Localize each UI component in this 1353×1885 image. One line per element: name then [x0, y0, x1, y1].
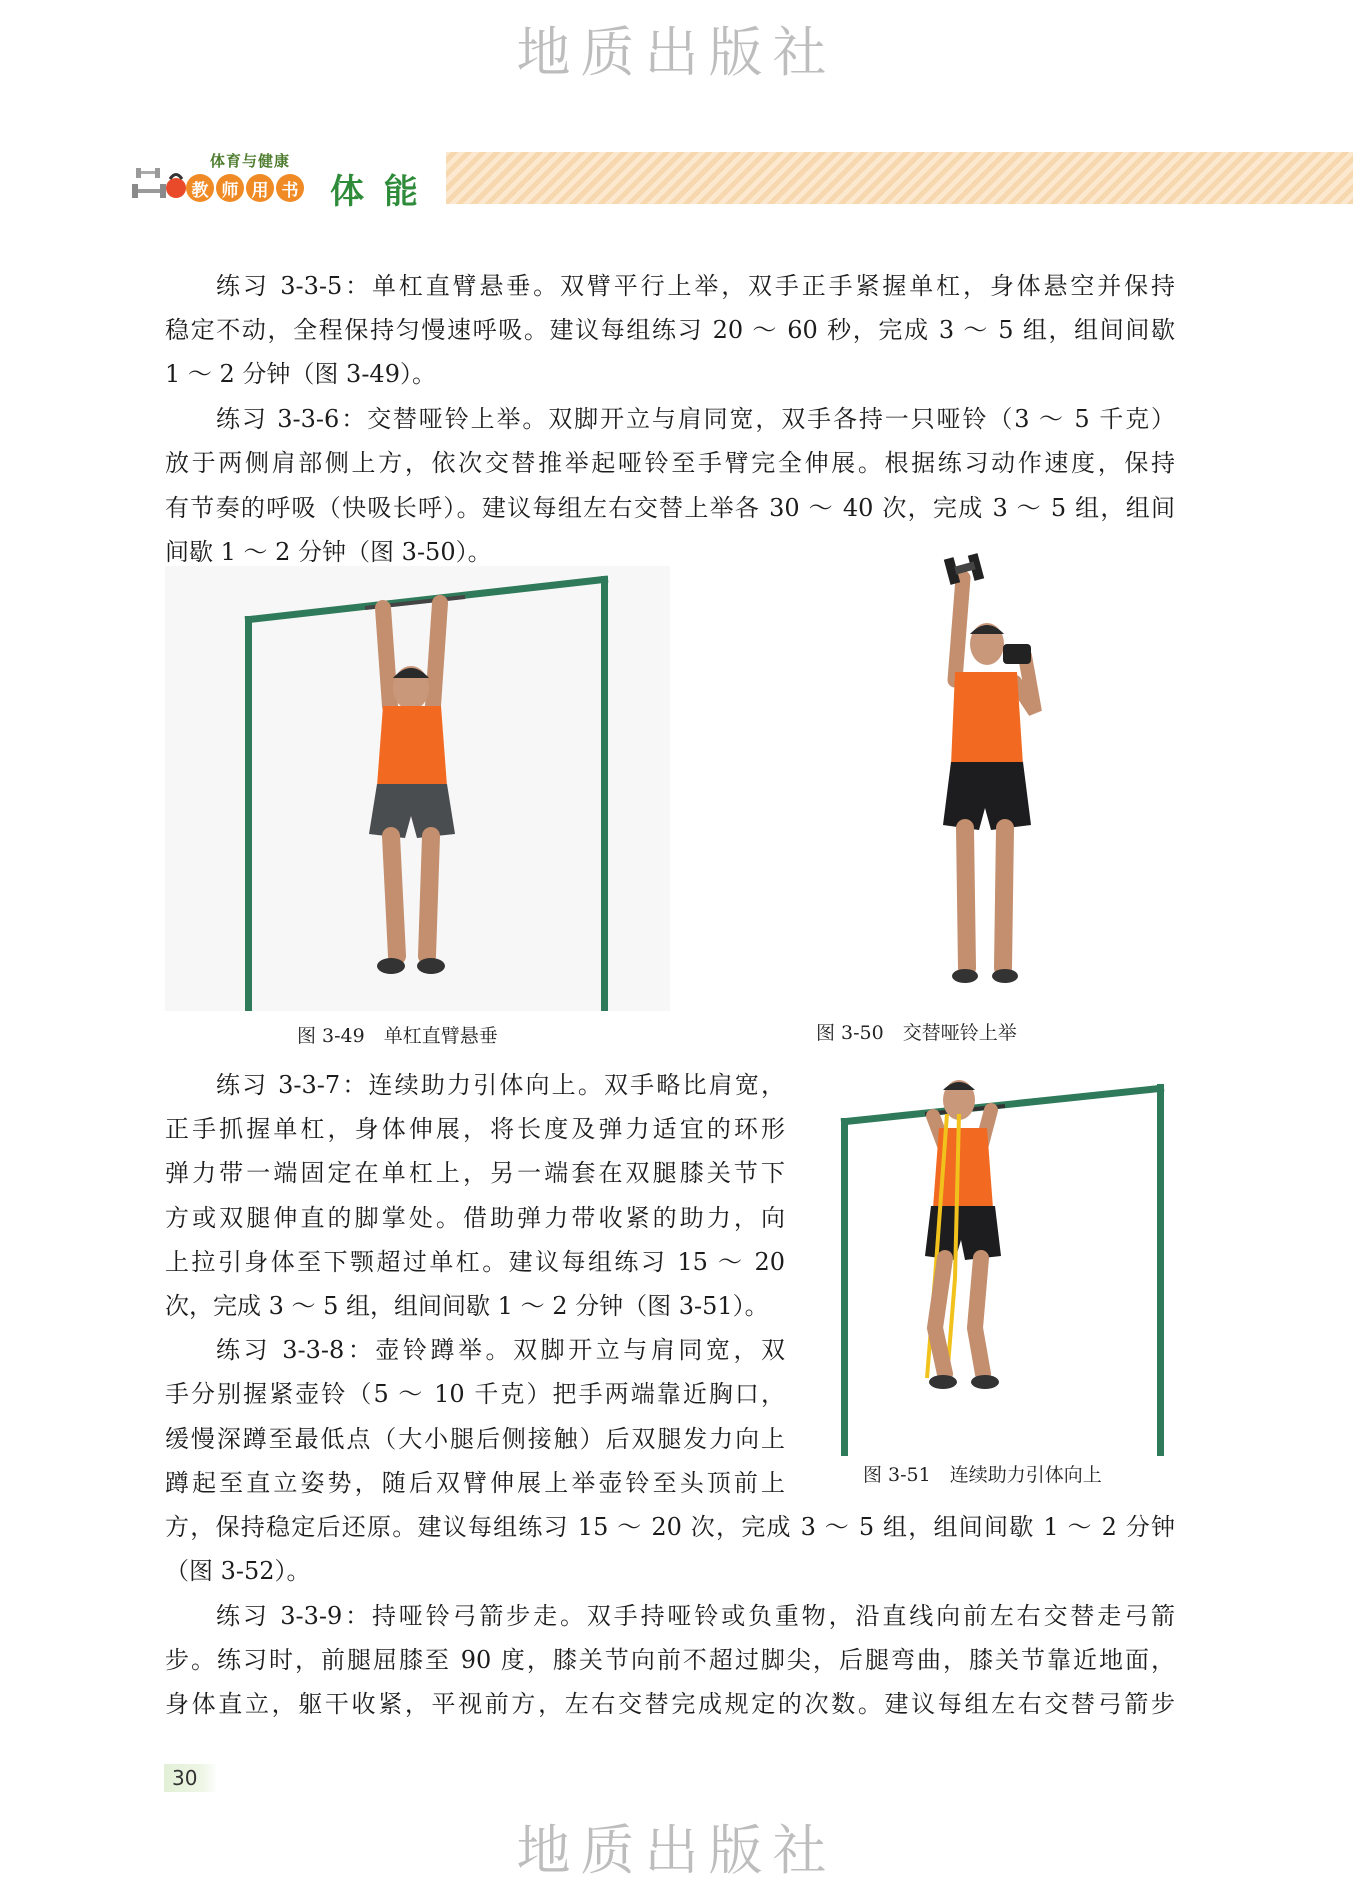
header-circle-char: 教 [186, 174, 214, 202]
figure-3-51-caption: 图 3-51 连续助力引体向上 [863, 1464, 1102, 1486]
paragraph-exercise-3-3-7-line6: 次，完成 3 ～ 5 组，组间间歇 1 ～ 2 分钟（图 3-51）。 [165, 1292, 769, 1320]
page-number: 30 [164, 1764, 218, 1792]
watermark-top: 地质出版社 [516, 21, 837, 84]
paragraph-exercise-3-3-9-line1: 练习 3-3-9：持哑铃弓箭步走。双手持哑铃或负重物，沿直线向前左右交替走弓箭 [216, 1602, 1175, 1630]
header-title: 体 能 [330, 172, 422, 212]
paragraph-exercise-3-3-7-line4: 方或双腿伸直的脚掌处。借助弹力带收紧的助力，向 [165, 1204, 785, 1232]
header-subtitle: 体育与健康 [210, 152, 291, 170]
paragraph-exercise-3-3-5-line2: 稳定不动，全程保持匀慢速呼吸。建议每组练习 20 ～ 60 秒，完成 3 ～ 5 组，组间间歇 [165, 316, 1175, 344]
header-circle-char: 用 [246, 174, 274, 202]
paragraph-exercise-3-3-8-line3: 缓慢深蹲至最低点（大小腿后侧接触）后双腿发力向上 [165, 1425, 785, 1453]
paragraph-exercise-3-3-6-line1: 练习 3-3-6：交替哑铃上举。双脚开立与肩同宽，双手各持一只哑铃（3 ～ 5 千克） [216, 405, 1175, 433]
header-circle-char: 书 [276, 174, 304, 202]
dumbbell-icon [128, 162, 188, 202]
paragraph-exercise-3-3-6-line4: 间歇 1 ～ 2 分钟（图 3-50）。 [165, 538, 492, 566]
paragraph-exercise-3-3-8-line4: 蹲起至直立姿势，随后双臂伸展上举壶铃至头顶前上 [165, 1469, 785, 1497]
figure-3-50-photo [885, 550, 1065, 990]
paragraph-exercise-3-3-5-line3: 1 ～ 2 分钟（图 3-49）。 [165, 360, 436, 388]
paragraph-exercise-3-3-7-line3: 弹力带一端固定在单杠上，另一端套在双腿膝关节下 [165, 1159, 785, 1187]
figure-3-49-photo [165, 566, 670, 1011]
figure-3-50-caption: 图 3-50 交替哑铃上举 [816, 1022, 1017, 1044]
paragraph-exercise-3-3-9-line3: 身体直立，躯干收紧，平视前方，左右交替完成规定的次数。建议每组左右交替弓箭步 [165, 1690, 1175, 1718]
paragraph-exercise-3-3-7-line1: 练习 3-3-7：连续助力引体向上。双手略比肩宽， [216, 1071, 785, 1099]
paragraph-exercise-3-3-8-line1: 练习 3-3-8：壶铃蹲举。双脚开立与肩同宽，双 [216, 1336, 785, 1364]
paragraph-exercise-3-3-7-line2: 正手抓握单杠，身体伸展，将长度及弹力适宜的环形 [165, 1115, 785, 1143]
figure-3-51-photo [835, 1078, 1170, 1456]
paragraph-exercise-3-3-7-line5: 上拉引身体至下颚超过单杠。建议每组练习 15 ～ 20 [165, 1248, 785, 1276]
paragraph-exercise-3-3-8-line5: 方，保持稳定后还原。建议每组练习 15 ～ 20 次，完成 3 ～ 5 组，组间间歇 1 ～ 2 分钟 [165, 1513, 1175, 1541]
paragraph-exercise-3-3-8-line6: （图 3-52）。 [165, 1557, 311, 1585]
paragraph-exercise-3-3-5-line1: 练习 3-3-5：单杠直臂悬垂。双臂平行上举，双手正手紧握单杠，身体悬空并保持 [216, 272, 1175, 300]
header-circle-char: 师 [216, 174, 244, 202]
paragraph-exercise-3-3-9-line2: 步。练习时，前腿屈膝至 90 度，膝关节向前不超过脚尖，后腿弯曲，膝关节靠近地面， [165, 1646, 1175, 1674]
paragraph-exercise-3-3-6-line3: 有节奏的呼吸（快吸长呼）。建议每组左右交替上举各 30 ～ 40 次，完成 3 ～ 5 组，组间 [165, 494, 1175, 522]
header-teacher-book [186, 174, 304, 202]
figure-3-49-caption: 图 3-49 单杠直臂悬垂 [297, 1025, 498, 1047]
paragraph-exercise-3-3-8-line2: 手分别握紧壶铃（5 ～ 10 千克）把手两端靠近胸口， [165, 1380, 785, 1408]
paragraph-exercise-3-3-6-line2: 放于两侧肩部侧上方，依次交替推举起哑铃至手臂完全伸展。根据练习动作速度，保持 [165, 449, 1175, 477]
watermark-bottom: 地质出版社 [516, 1819, 837, 1882]
